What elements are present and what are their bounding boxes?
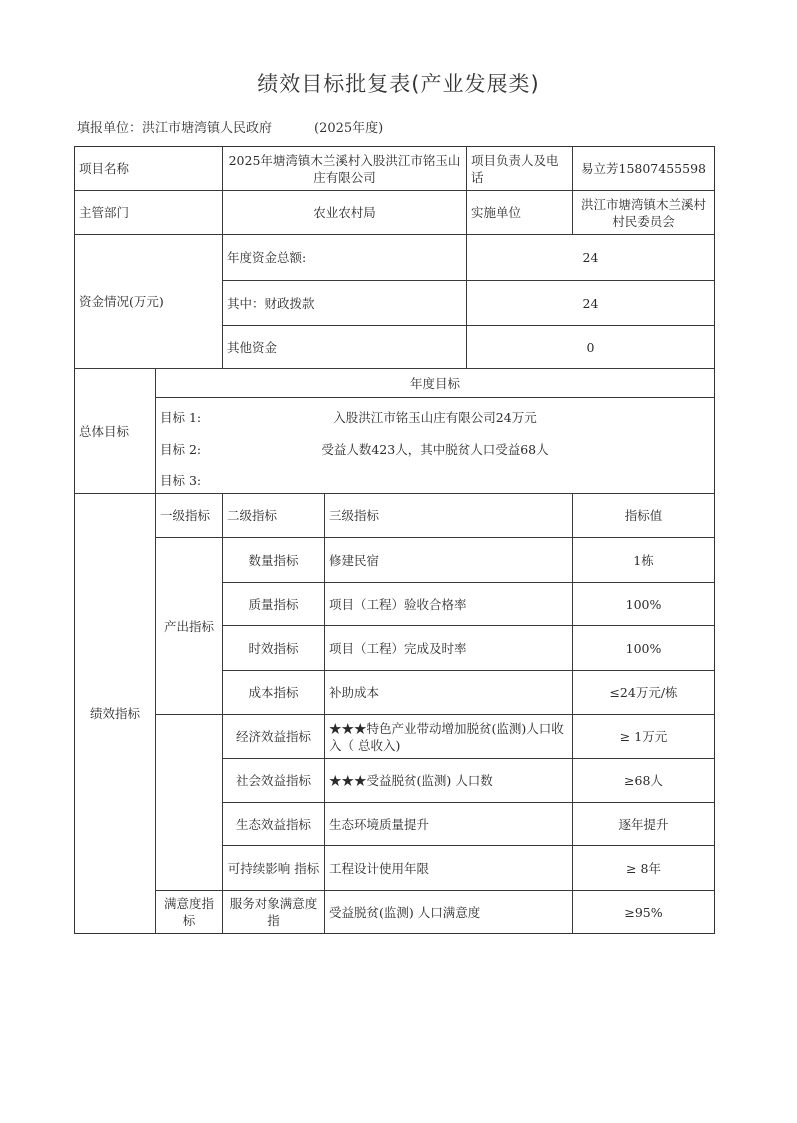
value-cell: ≥ 8年 bbox=[572, 845, 715, 891]
level1-output: 产出指标 bbox=[155, 537, 223, 715]
document-title: 绩效目标批复表(产业发展类) bbox=[257, 72, 540, 96]
filing-unit-label: 填报单位： bbox=[77, 121, 143, 136]
funds-row-label: 其他资金 bbox=[222, 325, 467, 369]
level3-cell: 项目（工程）验收合格率 bbox=[324, 582, 573, 626]
level2-cell: 成本指标 bbox=[222, 670, 325, 715]
value-cell: 1栋 bbox=[572, 537, 715, 583]
level3-cell: ★★★特色产业带动增加脱贫(监测)人口收入（ 总收入) bbox=[324, 714, 573, 759]
value-cell: ≥95% bbox=[572, 890, 715, 934]
project-name-value: 2025年塘湾镇木兰溪村入股洪江市铭玉山庄有限公司 bbox=[222, 146, 467, 191]
level3-cell: 工程设计使用年限 bbox=[324, 845, 573, 891]
level1-benefit bbox=[155, 714, 223, 891]
project-manager-label: 项目负责人及电话 bbox=[466, 146, 573, 191]
value-cell: ≥68人 bbox=[572, 758, 715, 803]
header-level3: 三级指标 bbox=[324, 493, 573, 538]
performance-label: 绩效指标 bbox=[74, 493, 156, 934]
impl-unit-value: 洪江市塘湾镇木兰溪村村民委员会 bbox=[572, 190, 715, 235]
level2-cell: 服务对象满意度指 bbox=[222, 890, 325, 934]
header-level1: 一级指标 bbox=[155, 493, 223, 538]
level3-cell: 修建民宿 bbox=[324, 537, 573, 583]
funds-label: 资金情况(万元) bbox=[74, 234, 223, 369]
overall-goals-label: 总体目标 bbox=[74, 368, 156, 494]
goal-value: 入股洪江市铭玉山庄有限公司24万元 bbox=[333, 410, 537, 425]
goal-label: 目标 3: bbox=[160, 473, 202, 488]
level3-cell: ★★★受益脱贫(监测) 人口数 bbox=[324, 758, 573, 803]
goal-label: 目标 1: bbox=[160, 410, 202, 425]
funds-row-value: 24 bbox=[466, 234, 715, 281]
level1-satisfaction: 满意度指标 bbox=[155, 890, 223, 934]
filing-unit: 洪江市塘湾镇人民政府 bbox=[142, 121, 273, 136]
dept-label: 主管部门 bbox=[74, 190, 223, 235]
level2-cell: 时效指标 bbox=[222, 625, 325, 671]
project-manager-value: 易立芳15807455598 bbox=[572, 146, 715, 191]
value-cell: 100% bbox=[572, 582, 715, 626]
funds-row-value: 24 bbox=[466, 280, 715, 326]
level3-cell: 补助成本 bbox=[324, 670, 573, 715]
impl-unit-label: 实施单位 bbox=[466, 190, 573, 235]
level2-cell: 经济效益指标 bbox=[222, 714, 325, 759]
filing-info bbox=[77, 117, 383, 136]
funds-row-value: 0 bbox=[466, 325, 715, 369]
value-cell: 逐年提升 bbox=[572, 802, 715, 846]
header-value: 指标值 bbox=[572, 493, 715, 538]
annual-goals-header: 年度目标 bbox=[155, 368, 715, 398]
funds-row-label: 年度资金总额: bbox=[222, 234, 467, 281]
level2-cell: 社会效益指标 bbox=[222, 758, 325, 803]
level3-cell: 生态环境质量提升 bbox=[324, 802, 573, 846]
value-cell: 100% bbox=[572, 625, 715, 671]
dept-value: 农业农村局 bbox=[222, 190, 467, 235]
level3-cell: 项目（工程）完成及时率 bbox=[324, 625, 573, 671]
project-name-label: 项目名称 bbox=[74, 146, 223, 191]
value-cell: ≥ 1万元 bbox=[572, 714, 715, 759]
funds-row-label: 其中：财政拨款 bbox=[222, 280, 467, 326]
report-year: (2025年度) bbox=[314, 121, 384, 136]
level3-cell: 受益脱贫(监测) 人口满意度 bbox=[324, 890, 573, 934]
goal-value: 受益人数423人，其中脱贫人口受益68人 bbox=[321, 442, 549, 457]
level2-cell: 质量指标 bbox=[222, 582, 325, 626]
goal-label: 目标 2: bbox=[160, 442, 202, 457]
level2-cell: 数量指标 bbox=[222, 537, 325, 583]
level2-cell: 可持续影响 指标 bbox=[222, 845, 325, 891]
value-cell: ≤24万元/栋 bbox=[572, 670, 715, 715]
level2-cell: 生态效益指标 bbox=[222, 802, 325, 846]
header-level2: 二级指标 bbox=[222, 493, 325, 538]
